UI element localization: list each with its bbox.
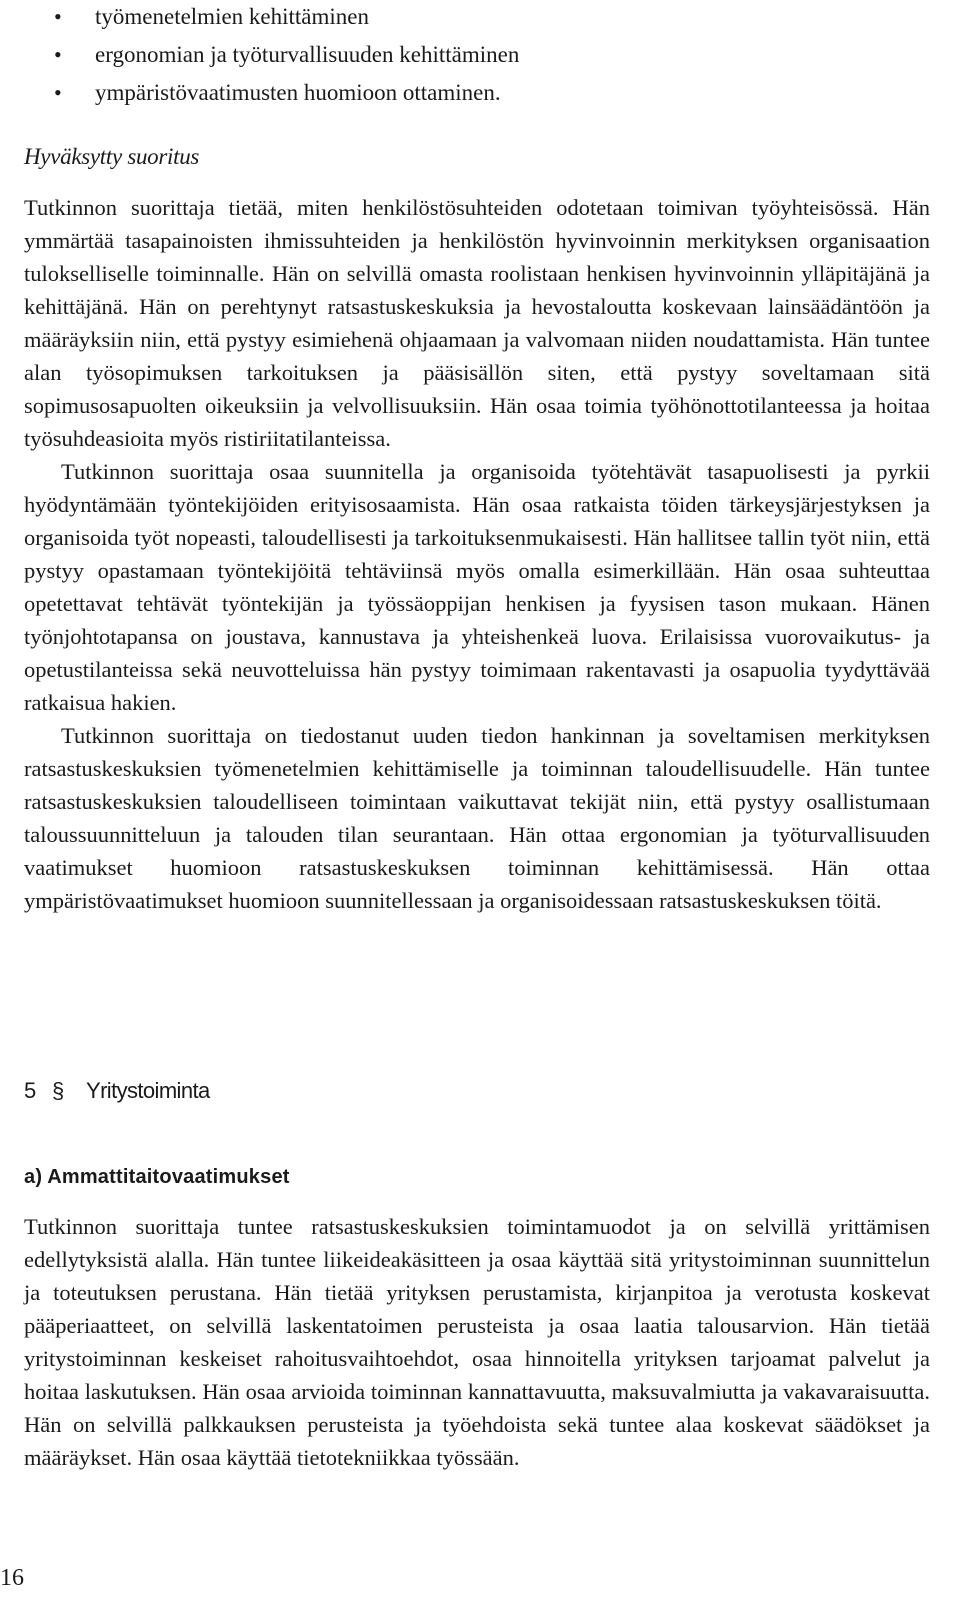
section-number: 5 [24, 1078, 36, 1103]
body-text-block-1 [24, 191, 930, 917]
section-sign: § [52, 1078, 64, 1103]
list-item: • työmenetelmien kehittäminen [54, 0, 519, 36]
subheading-approved-performance: Hyväksytty suoritus [24, 144, 200, 169]
section-title: Yritystoiminta [86, 1078, 210, 1103]
bullet-list [54, 0, 519, 112]
list-item: • ympäristövaatimusten huomioon ottaminen. [54, 74, 519, 112]
body-text-block-2 [24, 1210, 930, 1474]
list-item: • ergonomian ja työturvallisuuden kehittäminen [54, 36, 519, 74]
paragraph: Tutkinnon suorittaja osaa suunnitella ja organisoida työtehtävät tasapuolisesti ja pyrkii hyödyntämään työntekijöiden erityisosaamista. Hän osaa ratkaista töiden tärkeysjärjestyksen ja organisoida työt nopeasti, taloudellisesti ja tarkoituksenmukaisesti. Hän hallitsee tallin työt niin, että pystyy opastamaan työntekijöitä tehtäviinsä myös omalla esimerkillään. Hän osaa suhteuttaa opetettavat tehtävät työntekijän ja työssäoppijan henkisen ja fyysisen tason mukaan. Hänen työnjohtotapansa on joustava, kannustava ja yhteishenkeä luova. Erilaisissa vuorovaikutus- ja opetustilanteissa sekä neuvotteluissa hän pystyy toimimaan rakentavasti ja osapuolia tyydyttävää ratkaisua hakien. [24, 459, 930, 715]
section-heading [24, 1078, 930, 1104]
paragraph: Tutkinnon suorittaja tuntee ratsastuskeskuksien toimintamuodot ja on selvillä yrittämisen edellytyksistä alalla. Hän tuntee liikeideakäsitteen ja osaa käyttää sitä yritystoiminnan suunnittelun ja toteutuksen perustana. Hän tietää yrityksen perustamista, kirjanpitoa ja verotusta koskevat pääperiaatteet, on selvillä laskentatoimen perusteista ja osaa laatia talousarvion. Hän tietää yritystoiminnan keskeiset rahoitusvaihtoehdot, osaa hinnoitella yrityksen tarjoamat palvelut ja hoitaa laskutuksen. Hän osaa arvioida toiminnan kannattavuutta, maksuvalmiutta ja vakavaraisuutta. Hän on selvillä palkkauksen perusteista ja työehdoista sekä tuntee alaa koskevat säädökset ja määräykset. Hän osaa käyttää tietotekniikkaa työssään. [24, 1214, 930, 1470]
page-number: 16 [0, 1565, 24, 1591]
paragraph: Tutkinnon suorittaja tietää, miten henkilöstösuhteiden odotetaan toimivan työyhteisössä. Hän ymmärtää tasapainoisten ihmissuhteiden ja henkilöstön hyvinvoinnin merkityksen organisaation tulokselliselle toiminnalle. Hän on selvillä omasta roolistaan henkisen hyvinvoinnin ylläpitäjänä ja kehittäjänä. Hän on perehtynyt ratsastuskeskuksia ja hevostaloutta koskevaan lainsäädäntöön ja määräyksiin niin, että pystyy esimiehenä ohjaamaan ja valvomaan niiden noudattamista. Hän tuntee alan työsopimuksen tarkoituksen ja pääsisällön siten, että pystyy soveltamaan sitä sopimusosapuolten oikeuksiin ja velvollisuuksiin. Hän osaa toimia työhönottotilanteessa ja hoitaa työsuhdeasioita myös ristiriitatilanteissa. [24, 195, 930, 451]
subsection-heading: a) Ammattitaitovaatimukset [24, 1166, 290, 1188]
paragraph: Tutkinnon suorittaja on tiedostanut uuden tiedon hankinnan ja soveltamisen merkityksen ratsastuskeskuksien työmenetelmien kehittämiselle ja toiminnan taloudellisuudelle. Hän tuntee ratsastuskeskuksien taloudelliseen toimintaan vaikuttavat tekijät niin, että pystyy osallistumaan taloussuunnitteluun ja talouden tilan seurantaan. Hän ottaa ergonomian ja työturvallisuuden vaatimukset huomioon ratsastuskeskuksen toiminnan kehittämisessä. Hän ottaa ympäristövaatimukset huomioon suunnitellessaan ja organisoidessaan ratsastuskeskuksen töitä. [24, 723, 930, 913]
